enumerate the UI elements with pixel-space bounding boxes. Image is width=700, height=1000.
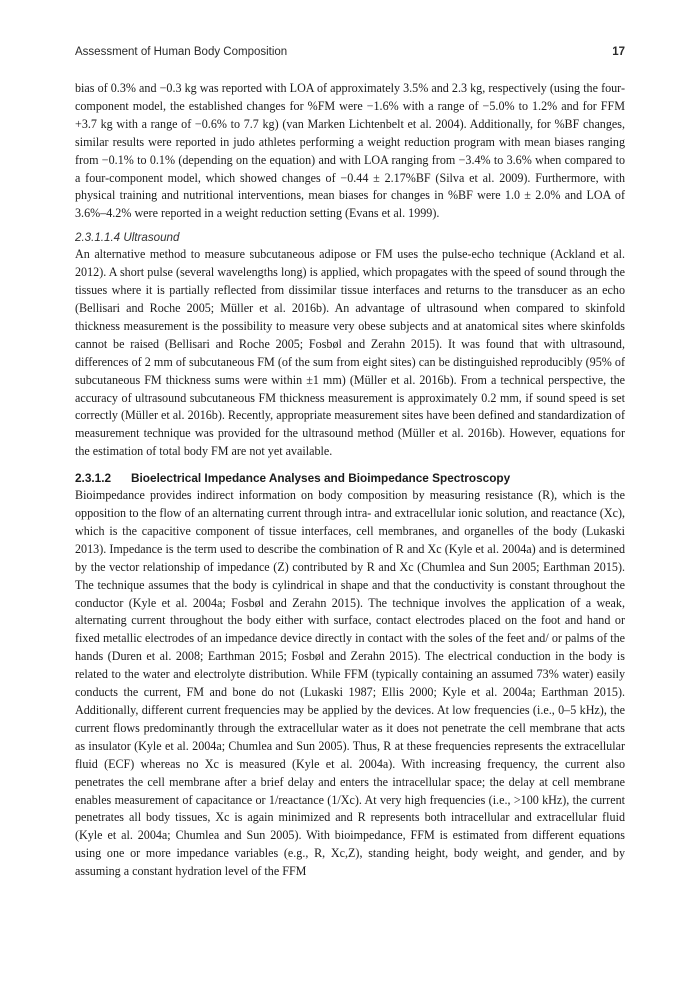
subsection-heading-ultrasound: 2.3.1.1.4 Ultrasound xyxy=(75,231,180,245)
running-title: Assessment of Human Body Composition xyxy=(75,46,288,58)
section-number: 2.3.1.2 xyxy=(75,471,112,486)
main-text xyxy=(75,80,625,881)
paragraph-continued: bias of 0.3% and −0.3 kg was reported with LOA of approximately 3.5% and 2.3 kg, respectively (using the four-component model, the established changes for %FM were −1.6% with a range of −5.0% to 1.2% and for FFM +3.7 kg with a range of −0.6% to 7.7 kg) (van Marken Lichtenbelt et al. 2004). Additionally, for %BF changes, similar results were reported in judo athletes performing a weight reduction program with mean biases ranging from −0.1% to 0.1% (depending on the equation) and with LOA ranging from −3.4% to 3.6% when compared to a four-component model, which showed changes of −0.44 ± 2.17%BF (Silva et al. 2009). Furthermore, with physical training and nutritional interventions, mean biases for changes in %BF were 1.0 ± 2.0% and LOA of 3.6%–4.2% were reported in a weight reduction setting (Evans et al. 1999). xyxy=(75,81,625,221)
paragraph-ultrasound: An alternative method to measure subcutaneous adipose or FM uses the pulse-echo technique (Ackland et al. 2012). A short pulse (several wavelengths long) is applied, which propagates with the speed of sound through the tissues where it is partially reflected from dissimilar tissue interfaces and returns to the transducer as an echo (Bellisari and Roche 2005; Müller et al. 2016b). An advantage of ultrasound when compared to skinfold thickness measurement is the possibility to measure very obese subjects and at anatomical sites where skinfolds cannot be raised (Bellisari and Roche 2005; Fosbøl and Zerahn 2015). It was found that with ultrasound, differences of 2 mm of subcutaneous FM (of the sum from eight sites) can be distinguished reproducibly (95% of subcutaneous FM thickness sums were within ±1 mm) (Müller et al. 2016b). From a technical perspective, the accuracy of ultrasound subcutaneous FM thickness measurement is approximately 0.2 mm, if sound speed is set correctly (Müller et al. 2016b). Recently, appropriate measurement sites have been defined and standardization of measurement technique was provided for the ultrasound method (Müller et al. 2016b). However, equations for the estimation of total body FM are not yet available. xyxy=(75,247,625,459)
running-header xyxy=(75,46,625,58)
section-title: Bioelectrical Impedance Analyses and Bioimpedance Spectroscopy xyxy=(131,471,511,486)
section-heading-bioimpedance xyxy=(75,471,625,485)
paragraph-bioimpedance: Bioimpedance provides indirect information on body composition by measuring resistance (R), which is the opposition to the flow of an alternating current through intra- and extracellular ionic solution, and reactance (Xc), which is the capacitive component of tissue interfaces, cell membranes, and organelles of the body (Lukaski 2013). Impedance is the term used to describe the combination of R and Xc (Kyle et al. 2004a) and is determined by the vector relationship of impedance (Z) contributed by R and Xc (Chumlea and Sun 2005; Earthman 2015). The technique assumes that the body is cylindrical in shape and that the conductivity is constant throughout the conductor (Kyle et al. 2004a; Fosbøl and Zerahn 2015). The technique involves the application of a weak, alternating current throughout the body either with surface, contact electrodes placed on the foot and hand or fixed metallic electrodes of an impedance device directly in contact with the soles of the feet and/ or palms of the hands (Duren et al. 2008; Earthman 2015; Fosbøl and Zerahn 2015). The electrical conduction in the body is related to the water and electrolyte distribution. While FFM (typically containing an assumed 73% water) easily conducts the current, FM and bone do not (Lukaski 1987; Ellis 2000; Kyle et al. 2004a; Earthman 2015). Additionally, different current frequencies may be applied by the devices. At low frequencies (i.e., 0–5 kHz), the current flows predominantly through the extracellular water as it does not penetrate the cell membrane that acts as insulator (Kyle et al. 2004a; Chumlea and Sun 2005). Thus, R at these frequencies represents the extracellular fluid (ECF) whereas no Xc is measured (Kyle et al. 2004a). With increasing frequency, the current also penetrates the cell membrane after a brief delay and enters the intracellular space; the delay at cell membrane enables measurement of capacitance or 1/reactance (1/Xc). At very high frequencies (i.e., >100 kHz), the current penetrates all body tissues, Xc is again minimized and R represents both intracellular and extracellular fluid (Kyle et al. 2004a; Chumlea and Sun 2005). With bioimpedance, FFM is estimated from different equations using one or more impedance variables (e.g., R, Xc,Z), standing height, body weight, and gender, and by assuming a constant hydration level of the FFM xyxy=(75,488,625,879)
page-number: 17 xyxy=(612,46,625,58)
